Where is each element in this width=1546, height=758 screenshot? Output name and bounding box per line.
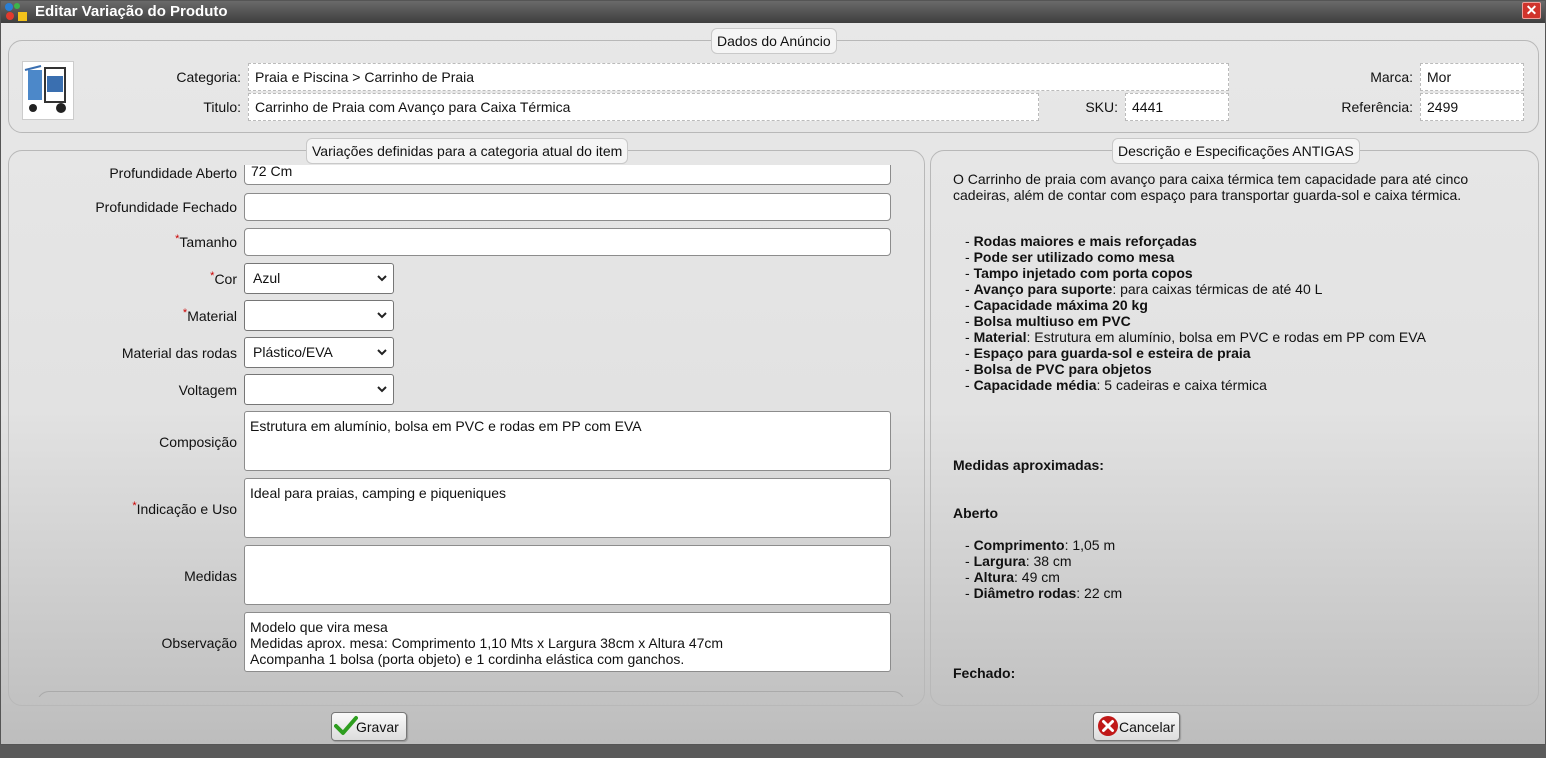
observacao-line: Medidas aprox. mesa: Comprimento 1,10 Mts x Largura 38cm x Altura 47cm	[250, 635, 724, 651]
observacao-textarea[interactable]	[244, 612, 891, 672]
product-thumbnail	[22, 61, 74, 120]
chevron-down-icon	[377, 346, 387, 358]
checkmark-icon	[334, 715, 358, 737]
chevron-down-icon	[377, 309, 387, 321]
sku-field[interactable]: 4441	[1125, 93, 1229, 121]
feature-item: - Bolsa multiuso em PVC	[965, 313, 1131, 329]
marca-label: Marca:	[1370, 69, 1413, 85]
aberto-item: - Comprimento: 1,05 m	[965, 537, 1116, 553]
gravar-label: Gravar	[356, 719, 399, 735]
prof-aberto-label: Profundidade Aberto	[109, 165, 237, 181]
medidas-label: Medidas	[184, 568, 237, 584]
titulo-label: Titulo:	[203, 99, 241, 115]
composicao-textarea[interactable]: Estrutura em alumínio, bolsa em PVC e rodas em PP com EVA	[244, 411, 891, 471]
prof-aberto-input[interactable]: 72 Cm	[244, 165, 891, 185]
referencia-field[interactable]: 2499	[1420, 93, 1524, 121]
observacao-label: Observação	[161, 635, 237, 651]
indicacao-label-text: Indicação e Uso	[136, 501, 237, 517]
cor-label	[17, 271, 237, 287]
prof-fechado-label: Profundidade Fechado	[95, 199, 237, 215]
required-mark: *	[132, 500, 137, 512]
feature-item: - Capacidade máxima 20 kg	[965, 297, 1148, 313]
indicacao-label	[17, 501, 237, 517]
background-taskbar	[0, 745, 1546, 758]
variacoes-scroll-area[interactable]	[9, 165, 923, 697]
medidas-textarea[interactable]	[244, 545, 891, 605]
cancel-x-icon	[1097, 715, 1119, 737]
feature-item: - Bolsa de PVC para objetos	[965, 361, 1152, 377]
titulo-field[interactable]: Carrinho de Praia com Avanço para Caixa Térmica	[248, 93, 1039, 121]
feature-item: - Material: Estrutura em alumínio, bolsa em PVC e rodas em PP com EVA	[965, 329, 1426, 345]
next-section-border	[37, 691, 905, 697]
material-rodas-select[interactable]	[244, 337, 394, 368]
variacoes-legend: Variações definidas para a categoria atual do item	[306, 138, 628, 164]
medidas-heading: Medidas aproximadas:	[953, 457, 1104, 473]
prof-fechado-input[interactable]	[244, 193, 891, 221]
material-rodas-label: Material das rodas	[121, 345, 237, 361]
marca-field[interactable]: Mor	[1420, 63, 1524, 91]
gravar-button[interactable]	[331, 712, 407, 741]
required-mark: *	[210, 270, 215, 282]
required-mark: *	[175, 233, 180, 245]
feature-item: - Rodas maiores e mais reforçadas	[965, 233, 1197, 249]
app-logo-icon	[4, 2, 30, 22]
material-rodas-value: Plástico/EVA	[253, 344, 333, 360]
material-label	[17, 308, 237, 324]
title-bar	[1, 1, 1545, 23]
tamanho-label	[17, 234, 237, 250]
observacao-line: Acompanha 1 bolsa (porta objeto) e 1 cordinha elástica com ganchos.	[250, 651, 685, 667]
cancelar-button[interactable]	[1093, 712, 1180, 741]
window-title: Editar Variação do Produto	[35, 3, 228, 20]
sku-label: SKU:	[1085, 99, 1118, 115]
cor-label-text: Cor	[214, 271, 237, 287]
close-icon[interactable]: ✕	[1522, 2, 1541, 19]
tamanho-label-text: Tamanho	[179, 234, 237, 250]
referencia-label: Referência:	[1341, 99, 1413, 115]
feature-item: - Avanço para suporte: para caixas térmicas de até 40 L	[965, 281, 1323, 297]
descricao-legend: Descrição e Especificações ANTIGAS	[1112, 138, 1360, 164]
feature-item: - Capacidade média: 5 cadeiras e caixa térmica	[965, 377, 1267, 393]
aberto-list	[953, 537, 1513, 601]
voltagem-select[interactable]	[244, 374, 394, 405]
chevron-down-icon	[377, 383, 387, 395]
descricao-intro: O Carrinho de praia com avanço para caixa térmica tem capacidade para até cinco cadeiras, além de contar com espaço para transportar guarda-sol e caixa térmica.	[953, 171, 1469, 203]
required-mark: *	[182, 307, 188, 319]
categoria-label: Categoria:	[176, 69, 241, 85]
anuncio-legend: Dados do Anúncio	[711, 28, 837, 54]
material-select[interactable]	[244, 300, 394, 331]
tamanho-input[interactable]	[244, 228, 891, 256]
material-label-text: Material	[187, 308, 237, 324]
aberto-item: - Largura: 38 cm	[965, 553, 1072, 569]
feature-item: - Pode ser utilizado como mesa	[965, 249, 1175, 265]
feature-item: - Tampo injetado com porta copos	[965, 265, 1193, 281]
fechado-heading: Fechado:	[953, 665, 1016, 681]
descricao-content	[953, 171, 1513, 681]
chevron-down-icon	[377, 272, 387, 284]
aberto-item: - Altura: 49 cm	[965, 569, 1060, 585]
categoria-field[interactable]: Praia e Piscina > Carrinho de Praia	[248, 63, 1229, 91]
feature-item: - Espaço para guarda-sol e esteira de praia	[965, 345, 1251, 361]
observacao-line: Modelo que vira mesa	[250, 619, 388, 635]
composicao-label: Composição	[159, 434, 237, 450]
cor-select[interactable]	[244, 263, 394, 294]
aberto-item: - Diâmetro rodas: 22 cm	[965, 585, 1123, 601]
aberto-heading: Aberto	[953, 505, 999, 521]
cancelar-label: Cancelar	[1119, 719, 1176, 735]
indicacao-textarea[interactable]: Ideal para praias, camping e piqueniques	[244, 478, 891, 538]
voltagem-label: Voltagem	[178, 382, 237, 398]
cor-value: Azul	[253, 270, 281, 286]
features-list	[953, 233, 1513, 393]
